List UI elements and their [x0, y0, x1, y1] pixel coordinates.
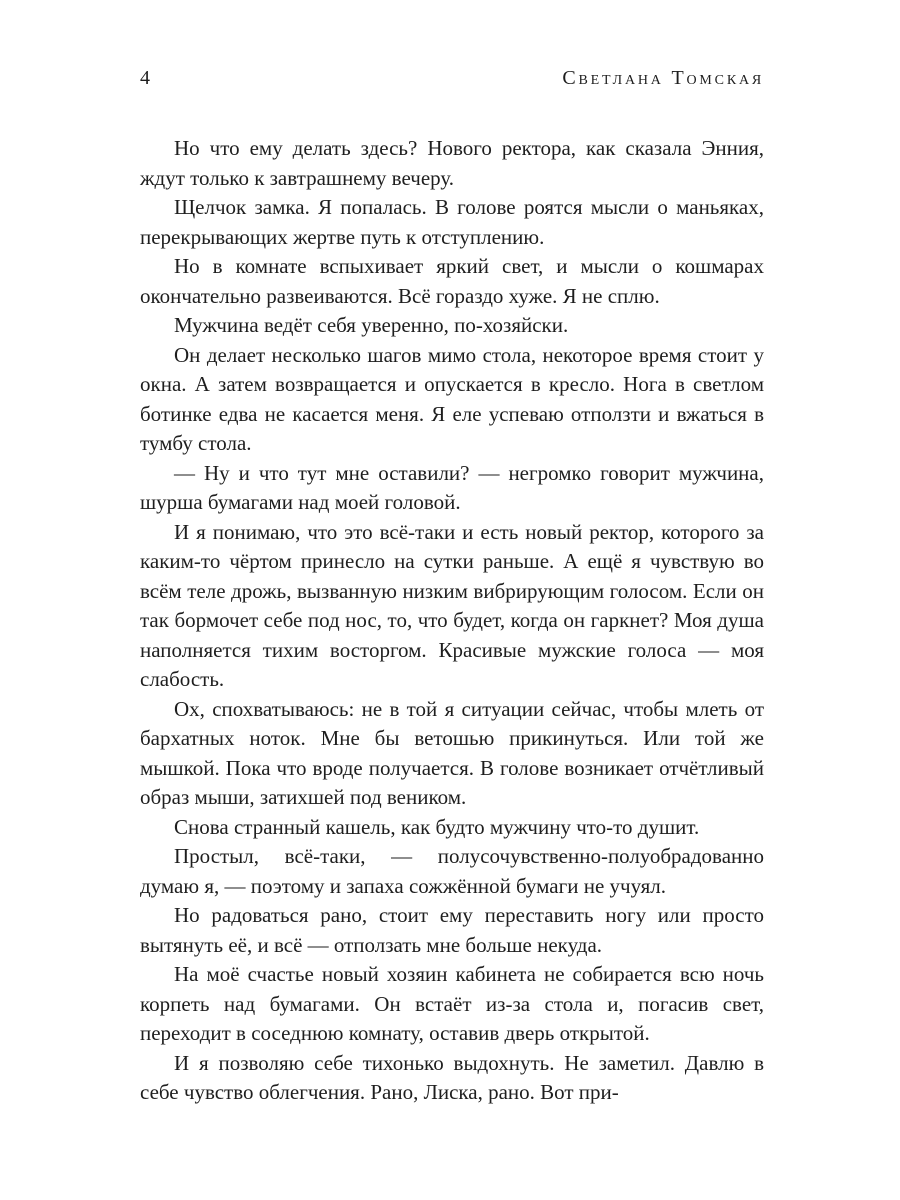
- paragraph: Снова странный кашель, как будто мужчину что-то душит.: [174, 814, 700, 839]
- paragraph: Ох, спохватываюсь: не в той я ситуации сейчас, чтобы млеть от бархатных ноток. Мне бы ветошью прикинуться. Или той же мышкой. Пока что вроде получается. В голове возникает отчётливый образ мыши, затихшей под веником.: [140, 696, 764, 809]
- paragraph: И я позволяю себе тихонько выдохнуть. Не заметил. Давлю в себе чувство облегчения. Рано, Лиска, рано. Вот при-: [140, 1050, 764, 1104]
- paragraph: И я понимаю, что это всё-таки и есть новый ректор, которого за каким-то чёртом принесло на сутки раньше. А ещё я чувствую во всём теле дрожь, вызванную низким вибрирующим голосом. Если он так бормочет себе под нос, то, что будет, когда он гаркнет? Моя душа наполняется тихим восторгом. Красивые мужские голоса — моя слабость.: [140, 519, 764, 691]
- paragraph: На моё счастье новый хозяин кабинета не собирается всю ночь корпеть над бумагами. Он встаёт из-за стола и, погасив свет, переходит в соседнюю комнату, оставив дверь открытой.: [140, 962, 764, 1045]
- paragraph: Он делает несколько шагов мимо стола, некоторое время стоит у окна. А затем возвращается и опускается в кресло. Нога в светлом ботинке едва не касается меня. Я еле успеваю отползти и вжаться в тумбу стола.: [140, 342, 764, 455]
- paragraph: — Ну и что тут мне оставили? — негромко говорит мужчина, шурша бумагами над моей головой.: [140, 460, 764, 514]
- paragraph: Щелчок замка. Я попалась. В голове роятся мысли о маньяках, перекрывающих жертве путь к отступлению.: [140, 195, 764, 249]
- page-header: [140, 66, 764, 90]
- paragraph: Но что ему делать здесь? Нового ректора, как сказала Энния, ждут только к завтрашнему вечеру.: [140, 136, 764, 190]
- paragraph: Мужчина ведёт себя уверенно, по-хозяйски.: [174, 313, 569, 337]
- paragraph: Но в комнате вспыхивает яркий свет, и мысли о кошмарах окончательно развеиваются. Всё гораздо хуже. Я не сплю.: [140, 254, 764, 308]
- paragraph: Простыл, всё-таки, — полусочувственно-полуобрадованно думаю я, — поэтому и запаха сожжённой бумаги не учуял.: [140, 844, 764, 898]
- text-body: [140, 134, 764, 1108]
- paragraph: Но радоваться рано, стоит ему переставить ногу или просто вытянуть её, и всё — отползать мне больше некуда.: [140, 903, 764, 957]
- author-name: Светлана Томская: [562, 67, 764, 89]
- page-number: 4: [140, 67, 151, 89]
